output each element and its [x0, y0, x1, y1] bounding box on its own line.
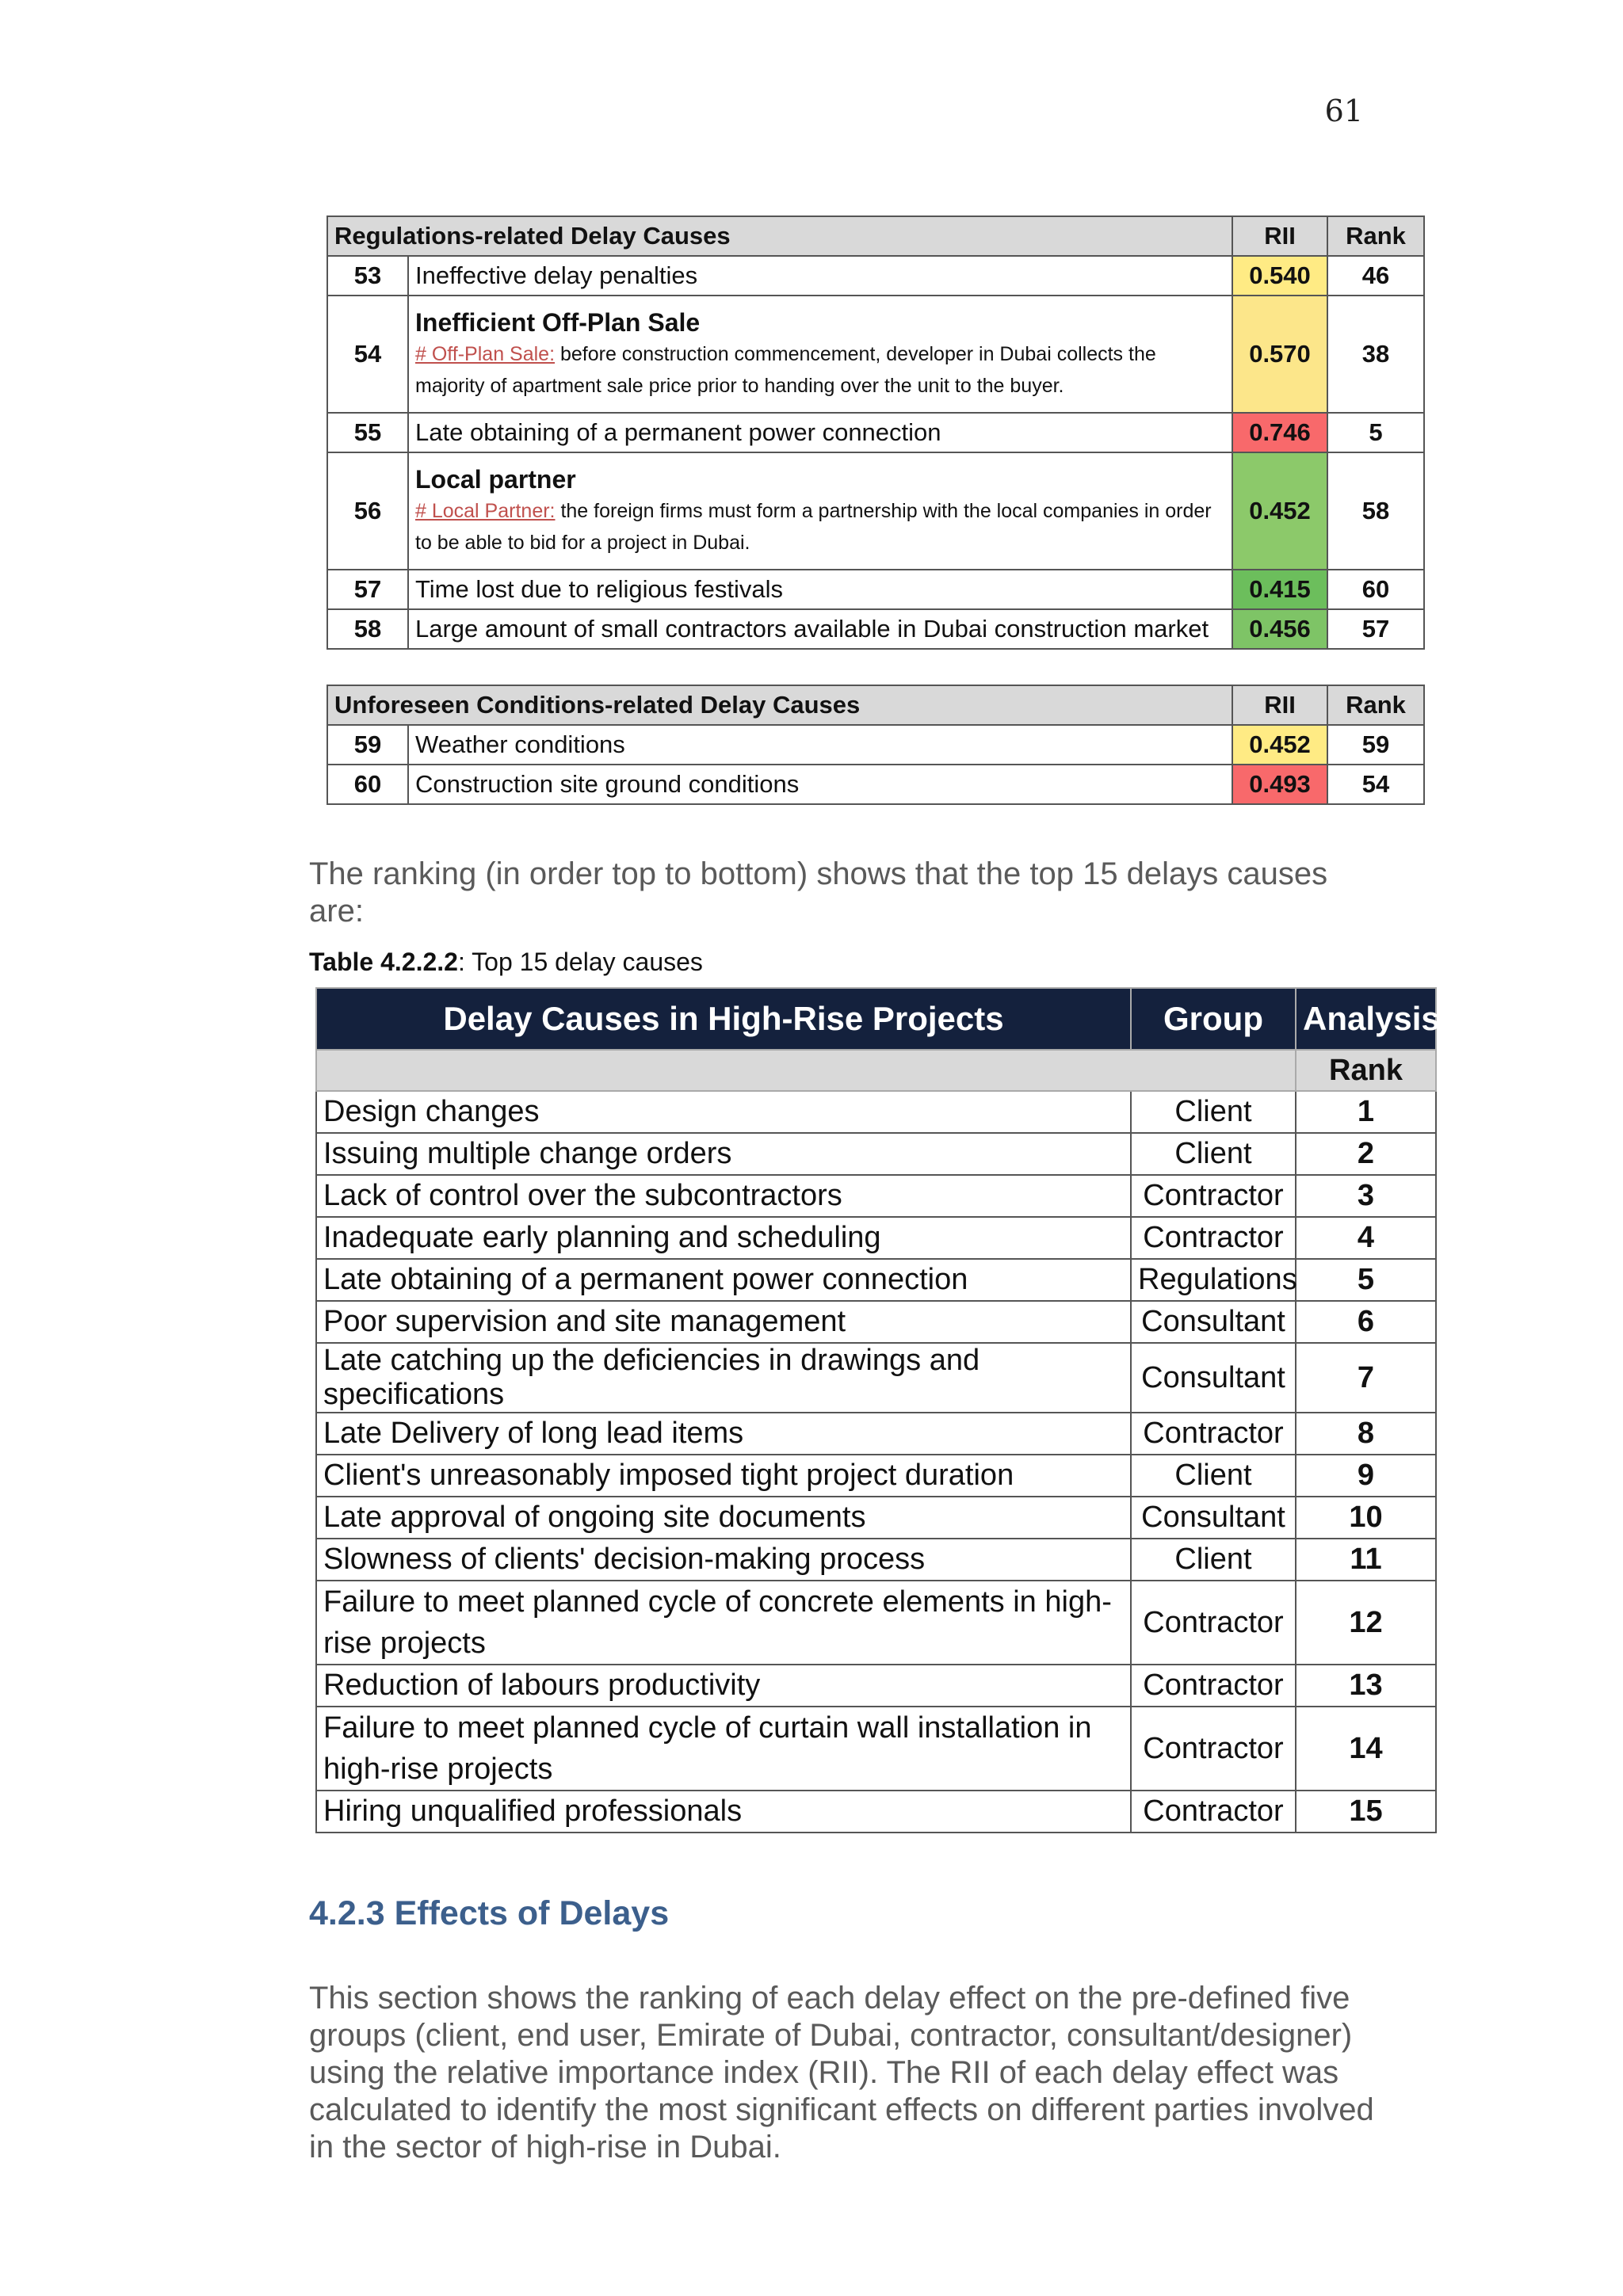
- table-header-cause: Unforeseen Conditions-related Delay Causes: [327, 685, 1232, 725]
- delay-cause: Inadequate early planning and scheduling: [316, 1217, 1131, 1259]
- delay-cause: [408, 296, 1232, 413]
- rank: 1: [1296, 1091, 1436, 1133]
- table-row: [316, 1455, 1436, 1497]
- delay-cause: Poor supervision and site management: [316, 1301, 1131, 1343]
- row-number: 60: [327, 765, 408, 804]
- table-caption: [309, 948, 703, 977]
- top-15-delay-causes-table: [315, 987, 1440, 1833]
- rii-value: 0.746: [1232, 413, 1327, 452]
- delay-cause: Failure to meet planned cycle of curtain wall installation in high-rise projects: [316, 1707, 1131, 1791]
- unforeseen-delay-causes-table: [327, 685, 1425, 805]
- group: Contractor: [1131, 1707, 1296, 1791]
- delay-cause: Issuing multiple change orders: [316, 1133, 1131, 1175]
- rank: 10: [1296, 1497, 1436, 1539]
- table-row: [316, 1413, 1436, 1455]
- group: Contractor: [1131, 1217, 1296, 1259]
- group: Client: [1131, 1539, 1296, 1581]
- top-15-table-body: [316, 1091, 1436, 1833]
- rii-value: 0.570: [1232, 296, 1327, 413]
- row-number: 55: [327, 413, 408, 452]
- regulations-table-body: [327, 256, 1424, 649]
- note-label: # Off-Plan Sale:: [415, 343, 556, 365]
- row-number: 57: [327, 570, 408, 609]
- rank: 5: [1296, 1259, 1436, 1301]
- table-header-rii: RII: [1232, 216, 1327, 256]
- group: Client: [1131, 1455, 1296, 1497]
- rank-value: 46: [1327, 256, 1424, 296]
- delay-cause: Late obtaining of a permanent power connection: [408, 413, 1232, 452]
- rii-value: 0.415: [1232, 570, 1327, 609]
- rank: 12: [1296, 1581, 1436, 1665]
- table-row: [316, 1217, 1436, 1259]
- note-label: # Local Partner:: [415, 500, 556, 522]
- delay-cause: Late approval of ongoing site documents: [316, 1497, 1131, 1539]
- table-row: [327, 256, 1424, 296]
- delay-cause: Time lost due to religious festivals: [408, 570, 1232, 609]
- row-number: 59: [327, 725, 408, 765]
- rank-value: 58: [1327, 452, 1424, 570]
- table-row: [316, 1791, 1436, 1833]
- header-delay-causes: Delay Causes in High-Rise Projects: [316, 988, 1131, 1050]
- table-row: [327, 570, 1424, 609]
- header-rank: Rank: [1296, 1050, 1436, 1091]
- rank: 11: [1296, 1539, 1436, 1581]
- table-row: [327, 413, 1424, 452]
- group: Contractor: [1131, 1581, 1296, 1665]
- group: Contractor: [1131, 1413, 1296, 1455]
- table-header-rank: Rank: [1327, 685, 1424, 725]
- row-number: 56: [327, 452, 408, 570]
- delay-cause: Hiring unqualified professionals: [316, 1791, 1131, 1833]
- rank: 9: [1296, 1455, 1436, 1497]
- table-row: [316, 1091, 1436, 1133]
- rank-value: 57: [1327, 609, 1424, 649]
- table-row: [316, 1497, 1436, 1539]
- cause-title: Inefficient Off-Plan Sale: [415, 308, 701, 337]
- rank: 2: [1296, 1133, 1436, 1175]
- group: Contractor: [1131, 1175, 1296, 1217]
- group: Contractor: [1131, 1791, 1296, 1833]
- group: Regulations: [1131, 1259, 1296, 1301]
- cause-note: [415, 495, 1225, 559]
- delay-cause: Lack of control over the subcontractors: [316, 1175, 1131, 1217]
- intro-paragraph: The ranking (in order top to bottom) shows that the top 15 delays causes are:: [309, 856, 1328, 929]
- delay-cause: Late Delivery of long lead items: [316, 1413, 1131, 1455]
- header-analysis: Analysis: [1296, 988, 1436, 1050]
- rank-value: 5: [1327, 413, 1424, 452]
- table-row: [327, 296, 1424, 413]
- row-number: 53: [327, 256, 408, 296]
- caption-text: : Top 15 delay causes: [457, 948, 703, 976]
- group: Client: [1131, 1091, 1296, 1133]
- rank: 3: [1296, 1175, 1436, 1217]
- table-row: [327, 725, 1424, 765]
- delay-cause: Slowness of clients' decision-making process: [316, 1539, 1131, 1581]
- group: Consultant: [1131, 1301, 1296, 1343]
- delay-cause: Large amount of small contractors available in Dubai construction market: [408, 609, 1232, 649]
- delay-cause: Failure to meet planned cycle of concrete elements in high-rise projects: [316, 1581, 1131, 1665]
- table-row: [316, 1707, 1436, 1791]
- delay-cause: [408, 452, 1232, 570]
- group: Consultant: [1131, 1343, 1296, 1413]
- rank: 8: [1296, 1413, 1436, 1455]
- table-row: [316, 1301, 1436, 1343]
- group: Client: [1131, 1133, 1296, 1175]
- delay-cause: Late obtaining of a permanent power connection: [316, 1259, 1131, 1301]
- regulations-delay-causes-table: [327, 215, 1425, 650]
- delay-cause: Construction site ground conditions: [408, 765, 1232, 804]
- rii-value: 0.456: [1232, 609, 1327, 649]
- delay-cause: Client's unreasonably imposed tight project duration: [316, 1455, 1131, 1497]
- row-number: 58: [327, 609, 408, 649]
- rank: 6: [1296, 1301, 1436, 1343]
- rii-value: 0.452: [1232, 452, 1327, 570]
- table-row: [327, 609, 1424, 649]
- delay-cause: Design changes: [316, 1091, 1131, 1133]
- note-text: before construction commencement, developer in Dubai collects the majority of apartment sale price prior to handing over the unit to the buyer.: [415, 343, 1156, 397]
- rank: 15: [1296, 1791, 1436, 1833]
- rii-value: 0.493: [1232, 765, 1327, 804]
- table-row: [327, 452, 1424, 570]
- note-text: the foreign firms must form a partnership with the local companies in order to be able to bid for a project in Dubai.: [415, 500, 1212, 554]
- table-row: [327, 765, 1424, 804]
- caption-label: Table 4.2.2.2: [309, 948, 458, 976]
- header-group: Group: [1131, 988, 1296, 1050]
- cause-title: Local partner: [415, 465, 576, 494]
- delay-cause: Weather conditions: [408, 725, 1232, 765]
- section-paragraph: This section shows the ranking of each delay effect on the pre-defined five groups (client, end user, Emirate of Dubai, contractor, consultant/designer) using the relative importance index (RII). The RII of each delay effect was calculated to identify the most significant effects on different parties involved in the sector of high-rise in Dubai.: [309, 1981, 1374, 2164]
- table-row: [316, 1539, 1436, 1581]
- table-row: [316, 1175, 1436, 1217]
- delay-cause: Late catching up the deficiencies in drawings and specifications: [316, 1343, 1131, 1413]
- rank-value: 60: [1327, 570, 1424, 609]
- group: Contractor: [1131, 1665, 1296, 1707]
- rii-value: 0.452: [1232, 725, 1327, 765]
- table-header-rii: RII: [1232, 685, 1327, 725]
- cause-note: [415, 338, 1225, 402]
- rank-value: 38: [1327, 296, 1424, 413]
- rii-value: 0.540: [1232, 256, 1327, 296]
- page-number: 61: [1324, 93, 1363, 128]
- rank: 4: [1296, 1217, 1436, 1259]
- table-row: [316, 1665, 1436, 1707]
- rank: 7: [1296, 1343, 1436, 1413]
- table-header-cause: Regulations-related Delay Causes: [327, 216, 1232, 256]
- rank: 13: [1296, 1665, 1436, 1707]
- table-row: [316, 1259, 1436, 1301]
- table-row: [316, 1343, 1436, 1413]
- delay-cause: Reduction of labours productivity: [316, 1665, 1131, 1707]
- rank-value: 54: [1327, 765, 1424, 804]
- rank: 14: [1296, 1707, 1436, 1791]
- group: Consultant: [1131, 1497, 1296, 1539]
- unforeseen-table-body: [327, 725, 1424, 804]
- table-row: [316, 1581, 1436, 1665]
- rank-value: 59: [1327, 725, 1424, 765]
- delay-cause: Ineffective delay penalties: [408, 256, 1232, 296]
- header-spacer: [316, 1050, 1296, 1091]
- table-header-rank: Rank: [1327, 216, 1424, 256]
- table-row: [316, 1133, 1436, 1175]
- row-number: 54: [327, 296, 408, 413]
- section-heading: 4.2.3 Effects of Delays: [309, 1894, 670, 1932]
